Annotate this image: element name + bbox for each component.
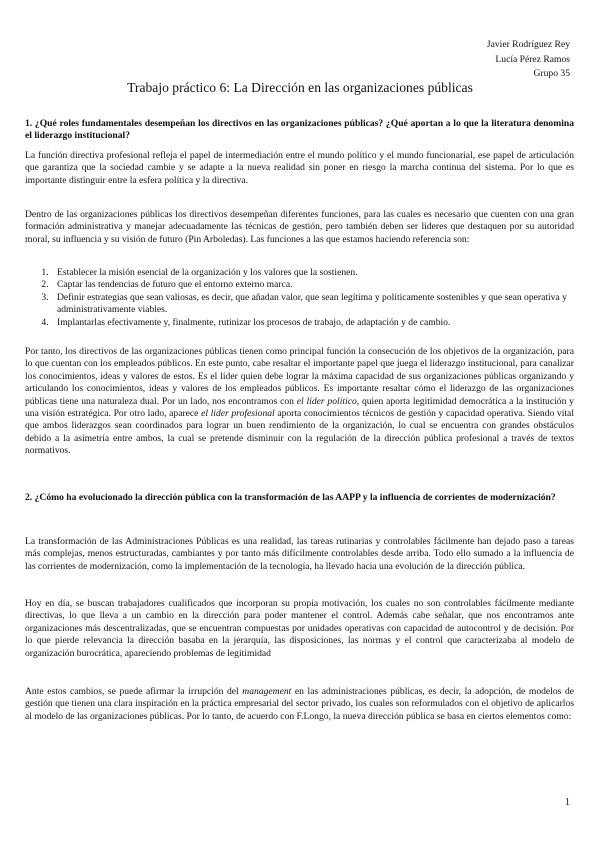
italic-term: management [242, 686, 292, 697]
page-number: 1 [565, 797, 570, 808]
text: , quien aporta legitimidad democrática a la institución y una visión estratégica. Por otro lado, aparece [25, 395, 574, 420]
text: aporta conocimientos técnicos de gestión y capacidad operativa. Siendo vital que ambos liderazgos sean coordinados para lograr un buen rendimiento de la organización, lo cual se encuentra con grandes obstáculos debido a la asimetría entre ambos, la cual se pretende disminuir con la regulación de la dirección pública profesional a través de textos normativos. [25, 408, 574, 457]
authors-block [487, 38, 570, 82]
list-item: 4. Implantarlas efectivamente y, finalmente, rutinizar los procesos de trabajo, de adaptación y de cambio. [51, 317, 574, 329]
text: Ante estos cambios, se puede afirmar la irrupción del [25, 686, 243, 697]
list-item: 3. Definir estrategias que sean valiosas, es decir, que añadan valor, que sean legítima y políticamente sostenibles y que sean operativa y administrativamente viables. [51, 292, 574, 317]
paragraph-1: La función directiva profesional refleja el papel de intermediación entre el mundo político y el mundo funcionarial, ese papel de articulación que garantiza que la sociedad cambie y se adapte a la nueva realidad sin poner en riesgo la marcha continua del sistema. Por lo que es importante distinguir entre la esfera política y la directiva. [25, 150, 574, 186]
text: Por tanto, los directivos de las organizaciones públicas tienen como principal función la consecución de los objetivos de la organización, para lo que cuentan con los empleados públicos. En este punto, cabe resaltar el importante papel que juega el liderazgo institucional, para canalizar los conocimientos, ideas y valores de estos. Es el líder quien debe lograr la máxima capacidad de sus organizaciones públicas organizando y articulando los conocimientos, ideas y valores de los empleados públicos. Es importante resaltar cómo el liderazgo de las organizaciones públicas tiene una naturaleza dual. Por un lado, nos encontramos con [25, 346, 574, 407]
author-2: Lucía Pérez Ramos [495, 53, 570, 65]
question-1-heading: 1. ¿Qué roles fundamentales desempeñan los directivos en las organizaciones públicas? ¿Qué aportan a lo que la literatura denomina el liderazgo institucional? [25, 118, 574, 142]
question-2-heading: 2. ¿Cómo ha evolucionado la dirección pública con la transformación de las AAPP y la influencia de corrientes de modernización? [25, 492, 556, 503]
list-item: 1. Establecer la misión esencial de la organización y los valores que la sostienen. [51, 267, 574, 279]
paragraph-2: Dentro de las organizaciones públicas los directivos desempeñan diferentes funciones, para las cuales es necesario que cuenten con una gran formación administrativa y manejar adecuadamente las técnicas de gestión, pero también deben ser líderes que destaquen por su autoridad moral, su influencia y su visión de futuro (Pin Arboledas). Las funciones a las que estamos haciendo referencia son: [25, 209, 574, 245]
italic-term: el líder político [296, 395, 357, 407]
paragraph-4: La transformación de las Administraciones Públicas es una realidad, las tareas rutinarias y controlables fácilmente han dejado paso a tareas más complejas, menos estructuradas, cambiantes y por tanto más difícilmente controlables desde arriba. Todo ello sumado a la influencia de las corrientes de modernización, como la implementación de la tecnología, ha llevado hacia una evolución de la dirección pública. [25, 536, 574, 572]
paragraph-3 [25, 346, 574, 458]
document-title: Trabajo práctico 6: La Dirección en las organizaciones públicas [127, 80, 473, 95]
author-1: Javier Rodríguez Rey [486, 39, 570, 50]
list-item: 2. Captar las tendencias de futuro que el entorno externo marca. [51, 279, 574, 291]
paragraph-5: Hoy en día, se buscan trabajadores cualificados que incorporan su propia motivación, los cuales no son controlables fácilmente mediante directivas, lo que lleva a un cambio en la dirección para poder mantener el control. Además cabe señalar, que nos encontramos ante organizaciones más descentralizadas, que se encuentran compuestas por unidades operativas con capacidad de autocontrol y de decisión. Por lo que pierde relevancia la dirección basaba en la jerarquía, las disposiciones, las normas y el control que caracterizaba al modelo de organización burocrática, apareciendo problemas de legitimidad [25, 598, 574, 659]
text: en las administraciones públicas, es decir, la adopción, de modelos de gestión que tienen una clara inspiración en la práctica empresarial del sector privado, los cuales son reformulados con el objetivo de aplicarlos al modelo de las organizaciones públicas. Por lo tanto, de acuerdo con F.Longo, la nueva dirección pública se basa en ciertos elementos como: [25, 686, 574, 722]
functions-list [25, 267, 574, 329]
italic-term: el líder profesional [201, 408, 275, 420]
group-label: Grupo 35 [533, 68, 570, 79]
paragraph-6 [25, 686, 574, 723]
